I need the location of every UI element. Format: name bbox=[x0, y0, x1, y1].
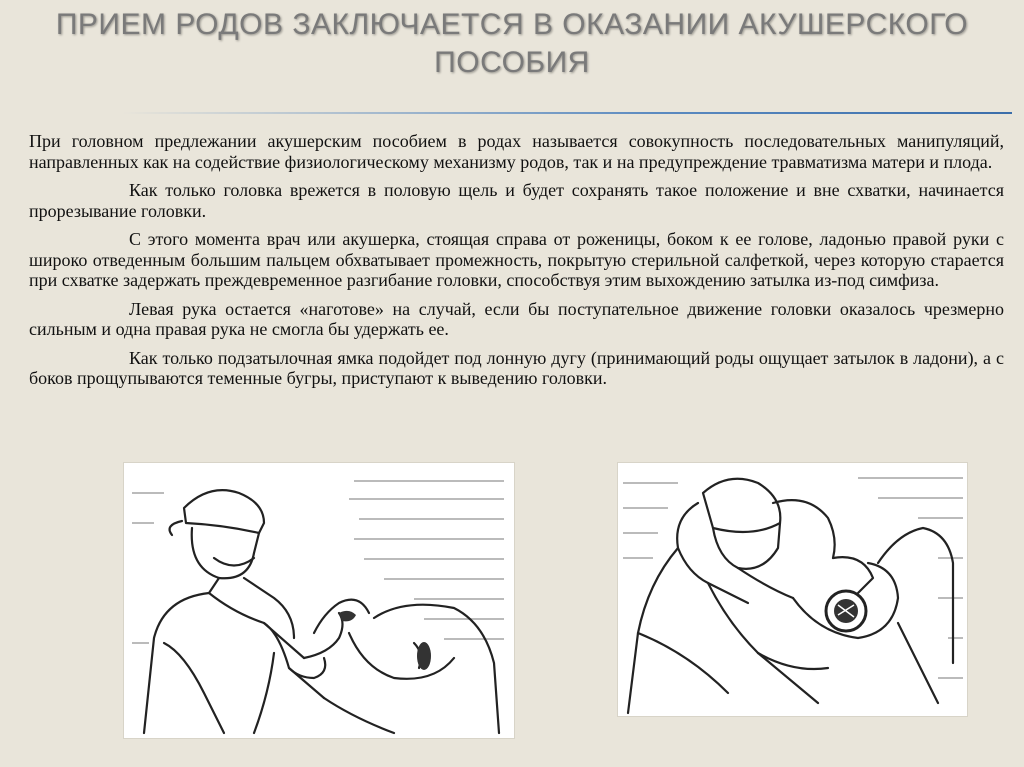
paragraph: Как только подзатылочная ямка подойдет под лонную дугу (принимающий роды ощущает затылок в ладони), а с боков прощупываются теменные бугры, приступают к выведению головки. bbox=[29, 347, 1004, 388]
illustration-drawing bbox=[124, 463, 514, 738]
illustration-drawing bbox=[618, 463, 967, 716]
body-text bbox=[29, 131, 1004, 397]
title-divider bbox=[122, 112, 1012, 114]
illustration-head-delivery bbox=[617, 462, 968, 717]
paragraph: Как только головка врежется в половую щель и будет сохранять такое положение и вне схватки, начинается прорезывание головки. bbox=[29, 180, 1004, 221]
paragraph: С этого момента врач или акушерка, стоящая справа от роженицы, боком к ее голове, ладонью правой руки с широко отведенным большим пальцем обхватывает промежность, покрытую стерильной салфеткой, через которую старается при схватке задержать преждевременное разгибание головки, способствуя этим выхождению затылка из-под симфиза. bbox=[29, 229, 1004, 290]
paragraph: Левая рука остается «наготове» на случай, если бы поступательное движение головки оказалось чрезмерно сильным и одна правая рука не смогла бы удержать ее. bbox=[29, 298, 1004, 339]
paragraph: При головном предлежании акушерским пособием в родах называется совокупность последовательных манипуляций, направленных как на содействие физиологическому механизму родов, так и на предупреждение травматизма матери и плода. bbox=[29, 131, 1004, 172]
slide-title: ПРИЕМ РОДОВ ЗАКЛЮЧАЕТСЯ В ОКАЗАНИИ АКУШЕРСКОГО ПОСОБИЯ bbox=[55, 8, 969, 79]
illustration-perineum-support bbox=[123, 462, 515, 739]
